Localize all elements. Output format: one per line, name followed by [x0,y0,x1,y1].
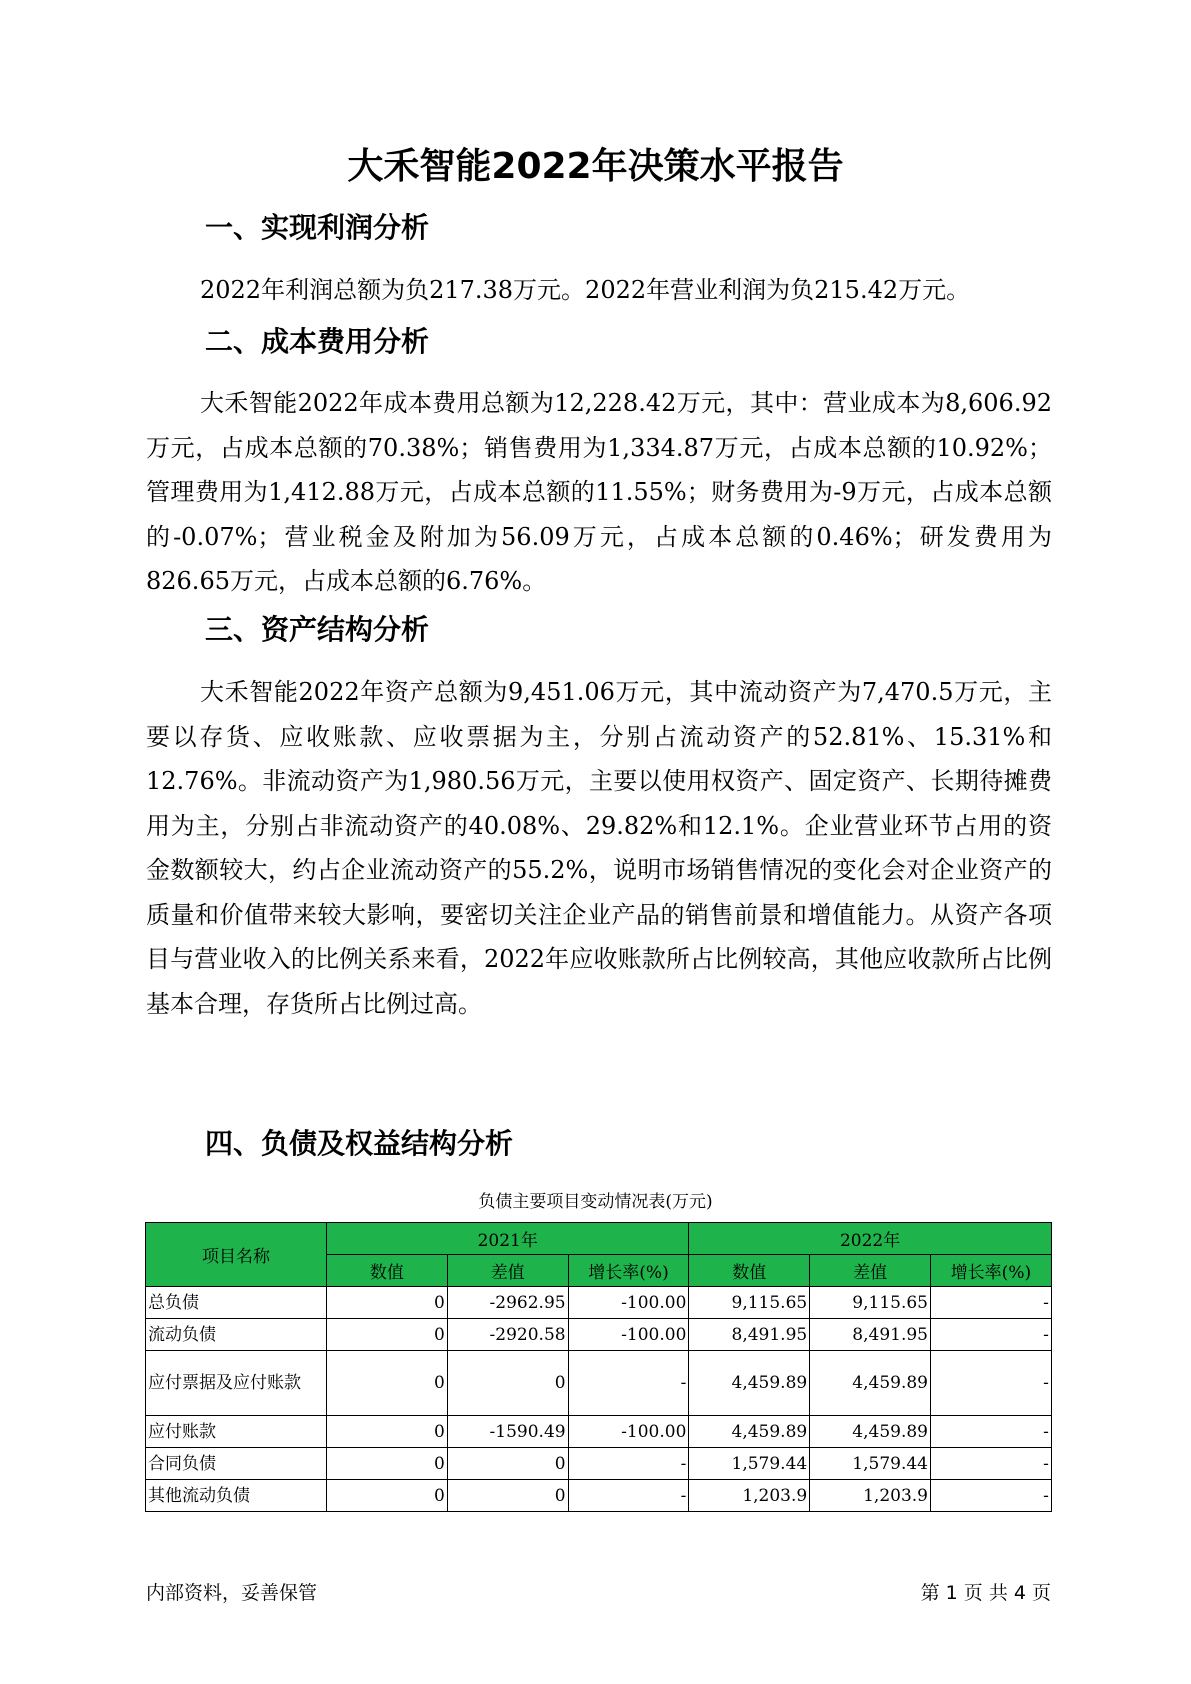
footer-confidential-note: 内部资料，妥善保管 [146,1582,318,1604]
cell: 4,459.89 [810,1351,931,1416]
cell: 8,491.95 [689,1319,810,1351]
cell: 0 [447,1448,568,1480]
header-item-name: 项目名称 [146,1223,327,1287]
cell: 0 [447,1480,568,1512]
footer-page-number: 第 1 页 共 4 页 [920,1582,1051,1604]
table-row [146,1448,1052,1480]
cell: 0 [447,1351,568,1416]
section-heading-liabilities: 四、负债及权益结构分析 [205,1127,514,1160]
cell: - [931,1319,1052,1351]
cell: 9,115.65 [810,1287,931,1319]
row-name: 应付账款 [146,1416,327,1448]
cell: 0 [327,1351,448,1416]
cell: - [931,1351,1052,1416]
cell: -100.00 [568,1319,689,1351]
cell: -2920.58 [447,1319,568,1351]
cell: 8,491.95 [810,1319,931,1351]
row-name: 其他流动负债 [146,1480,327,1512]
header-year-2022: 2022年 [689,1223,1051,1255]
table-row [146,1480,1052,1512]
cell: - [931,1416,1052,1448]
liabilities-table [145,1222,1052,1512]
cell: 0 [327,1480,448,1512]
subheader-value-2021: 数值 [327,1255,448,1287]
subheader-value-2022: 数值 [689,1255,810,1287]
cell: - [931,1287,1052,1319]
section-paragraph-cost: 大禾智能2022年成本费用总额为12,228.42万元，其中：营业成本为8,606.92万元，占成本总额的70.38%；销售费用为1,334.87万元，占成本总额的10.92%；管理费用为1,412.88万元，占成本总额的11.55%；财务费用为-9万元，占成本总额的-0.07%；营业税金及附加为56.09万元，占成本总额的0.46%；研发费用为826.65万元，占成本总额的6.76%。 [146,389,1052,595]
row-name: 合同负债 [146,1448,327,1480]
header-year-2021: 2021年 [327,1223,689,1255]
subheader-growth-2022: 增长率(%) [931,1255,1052,1287]
cell: 0 [327,1416,448,1448]
cell: 1,579.44 [689,1448,810,1480]
subheader-growth-2021: 增长率(%) [568,1255,689,1287]
cell: 4,459.89 [810,1416,931,1448]
cell: - [931,1448,1052,1480]
section-paragraph-profit: 2022年利润总额为负217.38万元。2022年营业利润为负215.42万元。 [200,276,971,304]
cell: 9,115.65 [689,1287,810,1319]
row-name: 总负债 [146,1287,327,1319]
cell: -100.00 [568,1416,689,1448]
cell: - [568,1351,689,1416]
cell: 1,203.9 [689,1480,810,1512]
row-name: 流动负债 [146,1319,327,1351]
cell: -1590.49 [447,1416,568,1448]
cell: -2962.95 [447,1287,568,1319]
section-heading-profit: 一、实现利润分析 [205,211,430,244]
cell: - [931,1480,1052,1512]
section-heading-cost: 二、成本费用分析 [205,325,430,358]
cell: 4,459.89 [689,1351,810,1416]
cell: - [568,1448,689,1480]
table-row [146,1351,1052,1416]
cell: 1,579.44 [810,1448,931,1480]
table-row [146,1319,1052,1351]
cell: 0 [327,1319,448,1351]
subheader-diff-2021: 差值 [447,1255,568,1287]
table-row [146,1416,1052,1448]
row-name: 应付票据及应付账款 [146,1351,327,1416]
cell: 4,459.89 [689,1416,810,1448]
cell: 0 [327,1287,448,1319]
section-heading-assets: 三、资产结构分析 [205,613,430,646]
table-caption: 负债主要项目变动情况表(万元) [478,1192,713,1212]
cell: 0 [327,1448,448,1480]
cell: - [568,1480,689,1512]
cell: 1,203.9 [810,1480,931,1512]
table-row [146,1287,1052,1319]
report-title: 大禾智能2022年决策水平报告 [347,146,844,187]
subheader-diff-2022: 差值 [810,1255,931,1287]
section-paragraph-assets: 大禾智能2022年资产总额为9,451.06万元，其中流动资产为7,470.5万元，主要以存货、应收账款、应收票据为主，分别占流动资产的52.81%、15.31%和12.76%。非流动资产为1,980.56万元，主要以使用权资产、固定资产、长期待摊费用为主，分别占非流动资产的40.08%、29.82%和12.1%。企业营业环节占用的资金数额较大，约占企业流动资产的55.2%，说明市场销售情况的变化会对企业资产的质量和价值带来较大影响，要密切关注企业产品的销售前景和增值能力。从资产各项目与营业收入的比例关系来看，2022年应收账款所占比例较高，其他应收款所占比例基本合理，存货所占比例过高。 [146,678,1052,1018]
cell: -100.00 [568,1287,689,1319]
